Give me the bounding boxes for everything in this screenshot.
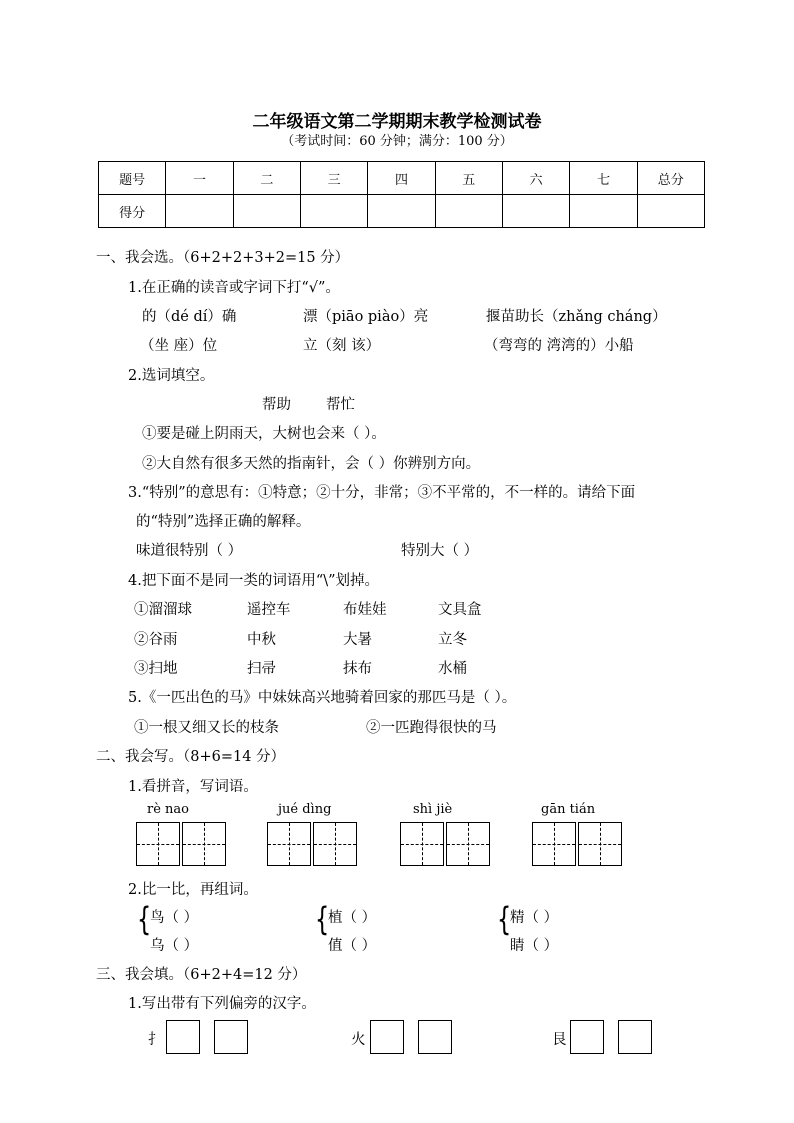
word-option: 帮助 <box>262 397 291 413</box>
pinyin-label: shì jiè <box>413 802 453 817</box>
section2-heading: 二、我会写。（8+6=14 分） <box>96 749 286 765</box>
score-cell[interactable] <box>300 195 367 228</box>
score-table-header-cell: 总分 <box>637 162 704 195</box>
score-table-header-cell: 题号 <box>99 162 166 195</box>
s3-q1-prompt: 1.写出带有下列偏旁的汉字。 <box>128 996 316 1012</box>
q4-word[interactable]: 中秋 <box>247 632 276 648</box>
score-cell[interactable] <box>570 195 637 228</box>
q3-prompt-line1: 3.“特别”的意思有：①特意；②十分，非常；③不平常的，不一样的。请给下面 <box>128 485 636 501</box>
compare-item[interactable]: 植（ ） <box>328 910 377 926</box>
writing-grid-cell[interactable] <box>446 822 490 866</box>
answer-box[interactable] <box>370 1020 404 1054</box>
s2-q1-prompt: 1.看拼音，写词语。 <box>128 779 258 795</box>
choice-item[interactable]: 的（dé dí）确 <box>142 309 237 325</box>
q4-word[interactable]: 水桶 <box>438 661 467 677</box>
score-cell[interactable] <box>637 195 704 228</box>
score-cell[interactable] <box>502 195 569 228</box>
writing-grid-cell[interactable] <box>400 822 444 866</box>
score-table-header-cell: 一 <box>166 162 233 195</box>
score-table-row-label: 得分 <box>99 195 166 228</box>
q5-prompt[interactable]: 5.《一匹出色的马》中妹妹高兴地骑着回家的那匹马是（ ）。 <box>128 690 517 706</box>
choice-item[interactable]: 漂（piāo piào）亮 <box>303 309 429 325</box>
q3-answer-b[interactable]: 特别大（ ） <box>401 543 479 559</box>
pinyin-label: rè nao <box>147 802 189 817</box>
writing-grid-cell[interactable] <box>267 822 311 866</box>
score-table-score-row <box>99 195 705 228</box>
page-subtitle: （考试时间：60 分钟；满分：100 分） <box>281 134 513 149</box>
writing-grid-cell[interactable] <box>136 822 180 866</box>
score-table-header-cell: 四 <box>368 162 435 195</box>
choice-item[interactable]: 立（刻 该） <box>303 338 381 354</box>
radical-label: 火 <box>351 1032 366 1048</box>
q4-word[interactable]: 遥控车 <box>247 602 291 618</box>
pinyin-label: gān tián <box>541 802 596 817</box>
score-table-header-cell: 二 <box>233 162 300 195</box>
answer-box[interactable] <box>570 1020 604 1054</box>
pinyin-label: jué dìng <box>278 802 332 817</box>
q2-prompt: 2.选词填空。 <box>128 368 215 384</box>
choice-item[interactable]: （坐 座）位 <box>140 338 218 354</box>
q4-word[interactable]: 布娃娃 <box>343 602 387 618</box>
compare-item[interactable]: 鸟（ ） <box>150 910 199 926</box>
score-table <box>98 161 705 228</box>
q5-option-1: ①一根又细又长的枝条 <box>134 720 279 736</box>
answer-box[interactable] <box>418 1020 452 1054</box>
brace-icon: { <box>315 900 330 938</box>
compare-item[interactable]: 乌（ ） <box>150 938 199 954</box>
radical-label: 艮 <box>552 1032 567 1048</box>
q3-prompt-line2: 的“特别”选择正确的解释。 <box>136 514 311 530</box>
score-cell[interactable] <box>435 195 502 228</box>
word-option: 帮忙 <box>326 397 355 413</box>
answer-box[interactable] <box>214 1020 248 1054</box>
writing-grid-cell[interactable] <box>182 822 226 866</box>
writing-grid-cell[interactable] <box>578 822 622 866</box>
radical-label: 扌 <box>148 1032 163 1048</box>
q4-word[interactable]: 文具盒 <box>438 602 482 618</box>
writing-grid-cell[interactable] <box>313 822 357 866</box>
answer-box[interactable] <box>166 1020 200 1054</box>
q4-word[interactable]: 扫帚 <box>247 661 276 677</box>
score-cell[interactable] <box>368 195 435 228</box>
q3-answer-a[interactable]: 味道很特别（ ） <box>136 543 243 559</box>
q1-prompt: 1.在正确的读音或字词下打“√”。 <box>128 280 340 296</box>
writing-grid-cell[interactable] <box>532 822 576 866</box>
choice-item[interactable]: 揠苗助长（zhǎng cháng） <box>486 309 667 325</box>
q4-word[interactable]: ③扫地 <box>134 661 178 677</box>
brace-icon: { <box>137 900 152 938</box>
score-cell[interactable] <box>166 195 233 228</box>
q4-prompt: 4.把下面不是同一类的词语用“\”划掉。 <box>128 573 380 589</box>
score-table-header-cell: 三 <box>300 162 367 195</box>
score-table-header-cell: 六 <box>502 162 569 195</box>
compare-item[interactable]: 精（ ） <box>510 910 559 926</box>
q2-sentence-1[interactable]: ①要是碰上阴雨天，大树也会来（ ）。 <box>142 426 386 442</box>
answer-box[interactable] <box>618 1020 652 1054</box>
q5-option-2: ②一匹跑得很快的马 <box>366 720 497 736</box>
brace-icon: { <box>497 900 512 938</box>
q4-word[interactable]: 大暑 <box>343 632 372 648</box>
q4-word[interactable]: 立冬 <box>438 632 467 648</box>
s2-q2-prompt: 2.比一比，再组词。 <box>128 882 258 898</box>
q4-word[interactable]: ②谷雨 <box>134 632 178 648</box>
section3-heading: 三、我会填。（6+2+4=12 分） <box>96 967 307 983</box>
section1-heading: 一、我会选。（6+2+2+3+2=15 分） <box>96 250 350 266</box>
score-cell[interactable] <box>233 195 300 228</box>
q4-word[interactable]: ①溜溜球 <box>134 602 192 618</box>
compare-item[interactable]: 值（ ） <box>328 938 377 954</box>
compare-item[interactable]: 睛（ ） <box>510 938 559 954</box>
choice-item[interactable]: （弯弯的 湾湾的）小船 <box>484 338 634 354</box>
score-table-header-cell: 七 <box>570 162 637 195</box>
page-title: 二年级语文第二学期期末教学检测试卷 <box>252 112 542 132</box>
score-table-header-cell: 五 <box>435 162 502 195</box>
score-table-header-row <box>99 162 705 195</box>
q4-word[interactable]: 抹布 <box>343 661 372 677</box>
q2-sentence-2[interactable]: ②大自然有很多天然的指南针，会（ ）你辨别方向。 <box>142 456 481 472</box>
